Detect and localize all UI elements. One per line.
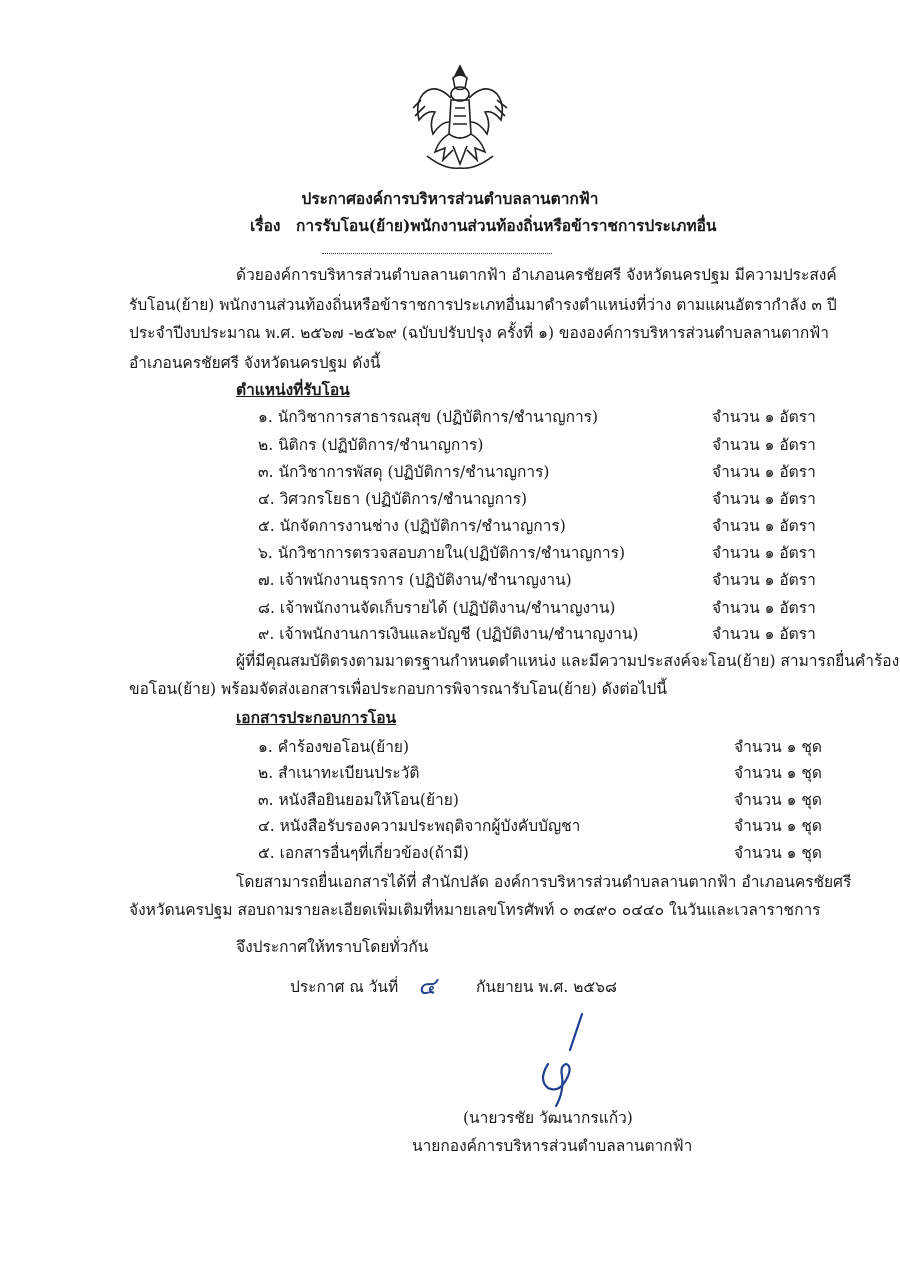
position-item-name: ๑. นักวิชาการสาธารณสุข (ปฏิบัติการ/ชำนาญการ) <box>258 408 599 426</box>
closing-text: จึงประกาศให้ทราบโดยทั่วกัน <box>236 938 429 956</box>
position-item-name: ๔. วิศวกรโยธา (ปฏิบัติการ/ชำนาญการ) <box>258 490 528 508</box>
document-item-count: จำนวน ๑ ชุด <box>734 791 822 809</box>
signatory-title: นายกองค์การบริหารส่วนตำบลลานตากฟ้า <box>412 1137 693 1155</box>
header-divider <box>322 253 552 254</box>
document-item-count: จำนวน ๑ ชุด <box>734 764 822 782</box>
documents-heading: เอกสารประกอบการโอน <box>236 708 397 727</box>
signature-icon <box>520 1010 610 1115</box>
position-item-name: ๓. นักวิชาการพัสดุ (ปฏิบัติการ/ชำนาญการ) <box>258 463 550 481</box>
position-item-count: จำนวน ๑ อัตรา <box>712 490 816 508</box>
intro-line-1: ด้วยองค์การบริหารส่วนตำบลลานตากฟ้า อำเภอนครชัยศรี จังหวัดนครปฐม มีความประสงค์ <box>236 266 837 284</box>
position-item-name: ๘. เจ้าพนักงานจัดเก็บรายได้ (ปฏิบัติงาน/ชำนาญงาน) <box>258 599 616 617</box>
date-month-year: กันยายน พ.ศ. ๒๕๖๘ <box>476 978 617 996</box>
position-item-count: จำนวน ๑ อัตรา <box>712 436 816 454</box>
position-item-name: ๙. เจ้าพนักงานการเงินและบัญชี (ปฏิบัติงาน/ชำนาญงาน) <box>258 625 639 643</box>
intro-line-3: ประจำปีงบประมาณ พ.ศ. ๒๕๖๗ -๒๕๖๙ (ฉบับปรับปรุง ครั้งที่ ๑) ขององค์การบริหารส่วนตำบลลานตากฟ้า <box>129 324 829 342</box>
subject-text: การรับโอน(ย้าย)พนักงานส่วนท้องถิ่นหรือข้าราชการประเภทอื่น <box>296 216 717 235</box>
intro-line-2: รับโอน(ย้าย) พนักงานส่วนท้องถิ่นหรือข้าราชการประเภทอื่นมาดำรงตำแหน่งที่ว่าง ตามแผนอัตรากำลัง ๓ ปี <box>129 296 837 314</box>
announcement-title: ประกาศองค์การบริหารส่วนตำบลลานตากฟ้า <box>301 189 599 208</box>
document-item-name: ๔. หนังสือรับรองความประพฤติจากผู้บังคับบัญชา <box>258 817 581 835</box>
position-item-count: จำนวน ๑ อัตรา <box>712 625 816 643</box>
submission-line-2: จังหวัดนครปฐม สอบถามรายละเอียดเพิ่มเติมที่หมายเลขโทรศัพท์ ๐ ๓๔๙๐ ๐๔๔๐ ในวันและเวลาราชการ <box>129 901 821 919</box>
positions-heading: ตำแหน่งที่รับโอน <box>236 380 350 399</box>
document-item-name: ๑. คำร้องขอโอน(ย้าย) <box>258 738 410 756</box>
document-item-name: ๕. เอกสารอื่นๆที่เกี่ยวข้อง(ถ้ามี) <box>258 844 469 862</box>
document-item-name: ๒. สำเนาทะเบียนประวัติ <box>258 764 420 782</box>
intro-line-4: อำเภอนครชัยศรี จังหวัดนครปฐม ดังนี้ <box>129 354 381 372</box>
position-item-count: จำนวน ๑ อัตรา <box>712 408 816 426</box>
position-item-name: ๕. นักจัดการงานช่าง (ปฏิบัติการ/ชำนาญการ) <box>258 517 566 535</box>
position-item-count: จำนวน ๑ อัตรา <box>712 544 816 562</box>
document-item-name: ๓. หนังสือยินยอมให้โอน(ย้าย) <box>258 791 459 809</box>
position-item-count: จำนวน ๑ อัตรา <box>712 517 816 535</box>
subject-label: เรื่อง <box>250 216 281 235</box>
date-prefix: ประกาศ ณ วันที่ <box>290 978 399 996</box>
date-day-handwritten: ๔ <box>418 972 437 1000</box>
position-item-name: ๒. นิติกร (ปฏิบัติการ/ชำนาญการ) <box>258 436 484 454</box>
document-item-count: จำนวน ๑ ชุด <box>734 817 822 835</box>
document-item-count: จำนวน ๑ ชุด <box>734 738 822 756</box>
position-item-name: ๖. นักวิชาการตรวจสอบภายใน(ปฏิบัติการ/ชำนาญการ) <box>258 544 625 562</box>
qualification-line-1: ผู้ที่มีคุณสมบัติตรงตามมาตรฐานกำหนดตำแหน่ง และมีความประสงค์จะโอน(ย้าย) สามารถยื่นคำร้อง <box>236 652 900 670</box>
position-item-count: จำนวน ๑ อัตรา <box>712 599 816 617</box>
garuda-emblem-icon <box>405 60 515 180</box>
position-item-count: จำนวน ๑ อัตรา <box>712 463 816 481</box>
signatory-name: (นายวรชัย วัฒนากรแก้ว) <box>463 1109 633 1127</box>
position-item-count: จำนวน ๑ อัตรา <box>712 571 816 589</box>
position-item-name: ๗. เจ้าพนักงานธุรการ (ปฏิบัติงาน/ชำนาญงาน) <box>258 571 572 589</box>
submission-line-1: โดยสามารถยื่นเอกสารได้ที่ สำนักปลัด องค์การบริหารส่วนตำบลลานตากฟ้า อำเภอนครชัยศรี <box>236 873 852 891</box>
document-item-count: จำนวน ๑ ชุด <box>734 844 822 862</box>
qualification-line-2: ขอโอน(ย้าย) พร้อมจัดส่งเอกสารเพื่อประกอบการพิจารณารับโอน(ย้าย) ดังต่อไปนี้ <box>129 680 667 698</box>
